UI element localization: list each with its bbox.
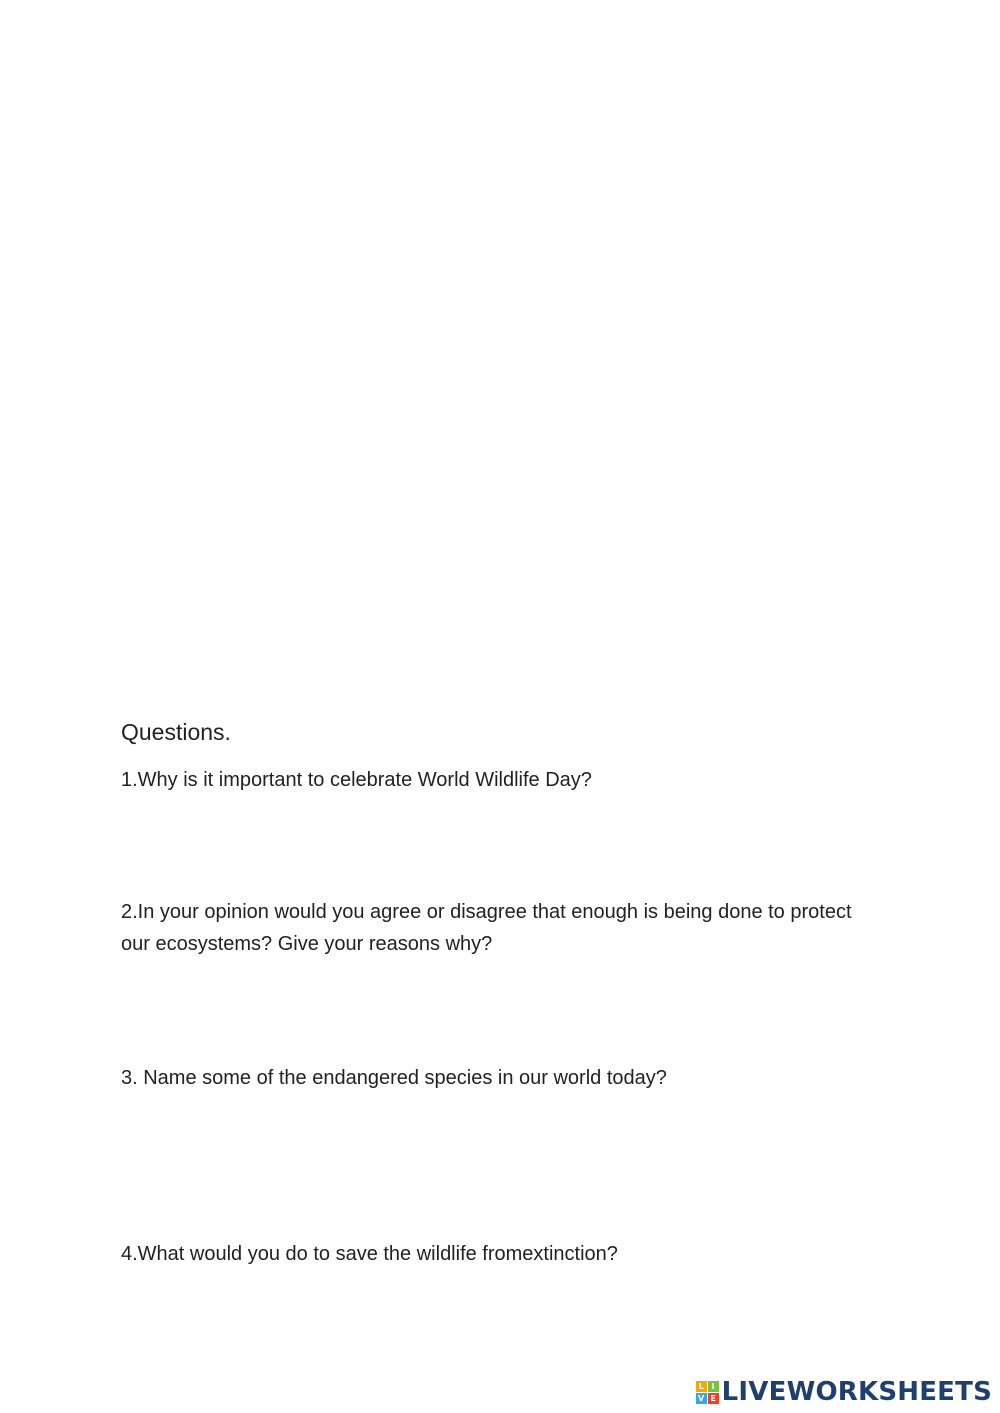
question-4: 4.What would you do to save the wildlife fromextinction? [121, 1243, 618, 1265]
logo-tile: L [696, 1381, 707, 1392]
logo-tile: I [708, 1381, 719, 1392]
liveworksheets-logo[interactable] [696, 1377, 992, 1407]
logo-tile: E [708, 1393, 719, 1404]
logo-text: LIVEWORKSHEETS [721, 1377, 992, 1407]
logo-tile: V [696, 1393, 707, 1404]
logo-tiles-icon [696, 1381, 719, 1404]
questions-heading: Questions. [121, 719, 231, 745]
question-3: 3. Name some of the endangered species in our world today? [121, 1067, 667, 1089]
question-1: 1.Why is it important to celebrate World Wildlife Day? [121, 769, 592, 791]
question-2: 2.In your opinion would you agree or disagree that enough is being done to protect our ecosystems? Give your reasons why? [121, 901, 852, 955]
